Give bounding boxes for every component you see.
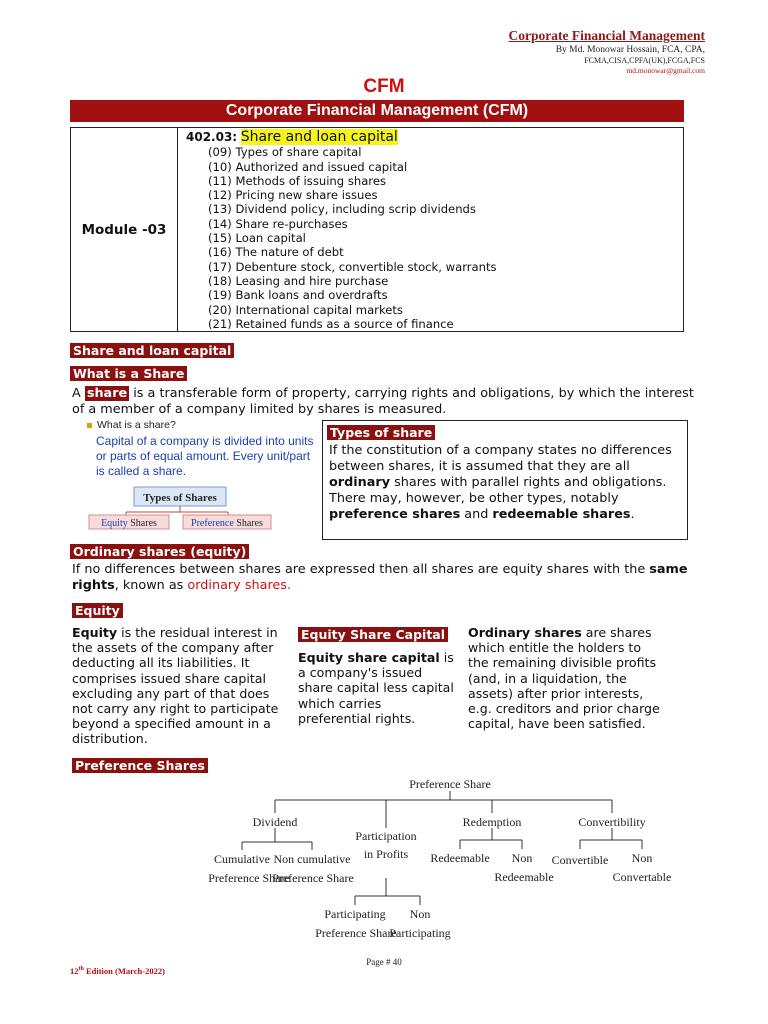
tree-cumulative-sub: Preference Share — [208, 871, 290, 885]
section-tag-equity-share-capital: Equity Share Capital — [298, 627, 448, 642]
section-tag-ordinary: Ordinary shares (equity) — [70, 544, 249, 559]
tree-nonconvertible-sub: Convertable — [612, 870, 672, 884]
tree-root: Preference Share — [409, 777, 491, 791]
types-of-share-tag: Types of share — [327, 425, 435, 440]
section-tag-what-is-share: What is a Share — [70, 366, 187, 381]
ordinary-shares-column: Ordinary shares are shares which entitle the holders to the remaining divisible profits (and, in a liquidation, the assets) after prior interests, e.g. creditors and prior charge capital, have been satisfied. — [468, 625, 660, 732]
module-label: Module -03 — [71, 128, 178, 332]
tree-cumulative: Cumulative — [214, 852, 270, 866]
tree-dividend: Dividend — [252, 815, 298, 829]
types-of-share-box — [322, 420, 688, 540]
header-title: Corporate Financial Management — [508, 28, 705, 43]
topic-item: (09) Types of share capital — [208, 145, 362, 160]
title-banner: Corporate Financial Management (CFM) — [70, 100, 684, 122]
equity-column: Equity is the residual interest in the assets of the company after deducting all its liabilities. It comprises issued share capital excluding any part of that does not carry any right to participate beyond a specified amount in a distribution. — [72, 625, 279, 747]
topic-item: (21) Retained funds as a source of finance — [208, 316, 454, 331]
module-heading: Share and loan capital — [240, 129, 398, 145]
preference-label: Preference Shares — [191, 518, 263, 529]
module-table — [70, 127, 684, 332]
equity-label: Equity Shares — [101, 518, 157, 529]
doc-title: CFM — [363, 76, 405, 97]
tree-redeemable: Redeemable — [430, 851, 490, 865]
figure-question: What is a share? — [97, 419, 176, 431]
tree-noncumulative: Non cumulative — [273, 852, 351, 866]
types-of-shares-diagram — [86, 484, 282, 532]
header-credentials: FCMA,CISA,CPFA(UK),FCGA,FCS — [584, 56, 705, 65]
section-tag-preference: Preference Shares — [72, 758, 208, 773]
header-author: By Md. Monowar Hossain, FCA, CPA, — [555, 45, 705, 55]
topic-item: (16) The nature of debt — [208, 245, 344, 260]
topic-list — [186, 145, 683, 331]
ordinary-text: If no differences between shares are expressed then all shares are equity shares with the same rights, known as ordinary shares. — [72, 562, 688, 593]
header-email[interactable]: md.monowar@gmail.com — [626, 66, 705, 75]
tree-participating-sub: Preference Share — [315, 926, 397, 940]
tree-nonparticipating-sub: Participating — [389, 926, 451, 940]
tree-noncumulative-sub: Preference Share — [272, 871, 354, 885]
tree-participating: Participating — [324, 907, 386, 921]
module-code: 402.03: — [186, 130, 238, 144]
topic-item: (18) Leasing and hire purchase — [208, 273, 389, 288]
tree-redemption: Redemption — [462, 815, 522, 829]
module-topics-cell — [178, 128, 684, 332]
topic-item: (17) Debenture stock, convertible stock, warrants — [208, 259, 497, 274]
topic-item: (20) International capital markets — [208, 302, 403, 317]
topic-item: (14) Share re-purchases — [208, 216, 348, 231]
tree-connectors — [242, 791, 642, 905]
share-def-pre: A — [72, 386, 85, 401]
topic-item: (10) Authorized and issued capital — [208, 159, 408, 174]
topic-item: (11) Methods of issuing shares — [208, 173, 386, 188]
figure-answer: Capital of a company is divided into units or parts of equal amount. Every unit/part is called a share. — [96, 434, 314, 478]
tree-participation: Participation — [355, 829, 417, 843]
tree-participation-profits: in Profits — [363, 847, 409, 861]
tree-nonconvertible: Non — [631, 851, 653, 865]
share-definition — [72, 386, 702, 418]
bullet-icon — [87, 423, 92, 428]
topic-item: (13) Dividend policy, including scrip dividends — [208, 202, 476, 217]
topic-item: (12) Pricing new share issues — [208, 188, 378, 203]
topic-item: (15) Loan capital — [208, 231, 306, 246]
tree-nonredeemable: Non — [511, 851, 533, 865]
page-number: Page # 40 — [366, 957, 402, 967]
share-figure — [87, 419, 317, 479]
section-tag-equity: Equity — [72, 603, 123, 618]
tree-nonredeemable-sub: Redeemable — [494, 870, 554, 884]
tree-convertible: Convertible — [551, 853, 609, 867]
edition-label: 12th Edition (March-2022) — [70, 966, 165, 976]
section-tag-share-loan: Share and loan capital — [70, 343, 234, 358]
types-root-label: Types of Shares — [143, 492, 217, 504]
preference-share-tree — [0, 770, 768, 950]
share-def-post: is a transferable form of property, carrying rights and obligations, by which the interest of a member of a company limited by shares is measured. — [72, 386, 694, 417]
tree-nonparticipating: Non — [409, 907, 431, 921]
share-keyword: share — [86, 386, 128, 401]
types-of-share-text: If the constitution of a company states no differences between shares, it is assumed that they are all ordinary shares with parallel rights and obligations. There may, however, be other types, notably preference shares and redeemable shares. — [329, 443, 672, 522]
topic-item: (19) Bank loans and overdrafts — [208, 288, 388, 303]
tree-convertibility: Convertibility — [578, 815, 646, 829]
equity-share-capital-column: Equity share capital is a company's issued share capital less capital which carries preferential rights. — [298, 650, 454, 726]
